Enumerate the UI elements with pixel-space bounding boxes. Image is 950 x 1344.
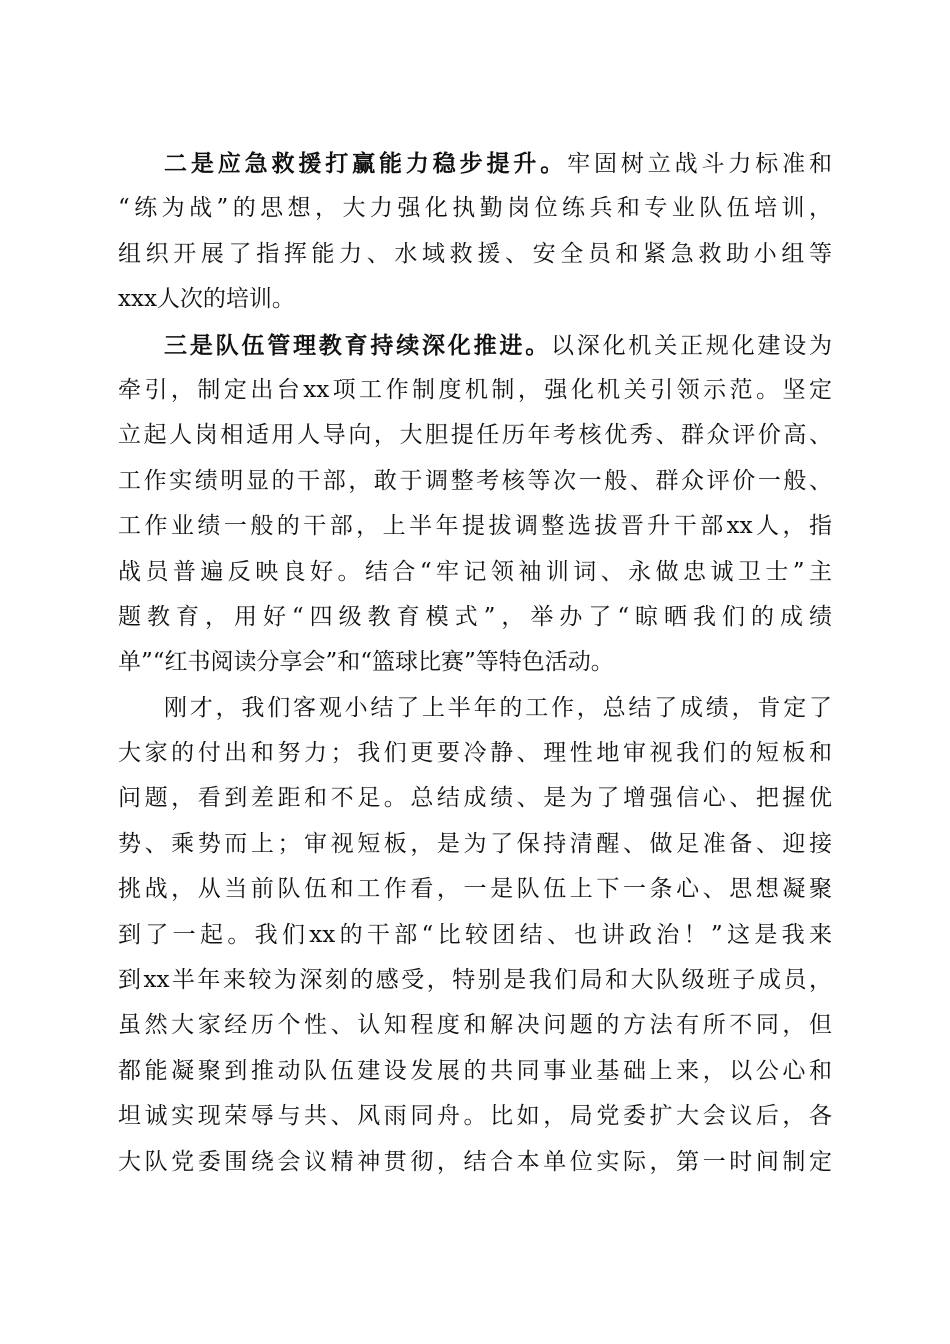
paragraph-2-line-5: 工作业绩一般的干部，上半年提拔调整选拔晋升干部xx人，指 (118, 513, 832, 540)
paragraph-3-line-2: 大家的付出和努力；我们更要冷静、理性地审视我们的短板和 (118, 740, 832, 767)
paragraph-3-line-8: 虽然大家经历个性、认知程度和解决问题的方法有所不同，但 (118, 1012, 832, 1039)
paragraph-3-line-6: 到了一起。我们xx的干部“比较团结、也讲政治！”这是我来 (118, 921, 832, 948)
paragraph-3-line-5: 挑战，从当前队伍和工作看，一是队伍上下一条心、思想凝聚 (118, 876, 832, 903)
paragraph-2-line-7: 题教育，用好“四级教育模式”，举办了“晾晒我们的成绩 (118, 603, 832, 630)
paragraph-1-line-4: xxx人次的培训。 (118, 286, 295, 313)
paragraph-3-line-9: 都能凝聚到推动队伍建设发展的共同事业基础上来，以公心和 (118, 1057, 832, 1084)
paragraph-1-line-2: “练为战”的思想，大力强化执勤岗位练兵和专业队伍培训， (118, 195, 832, 222)
paragraph-3-line-1: 刚才，我们客观小结了上半年的工作，总结了成绩，肯定了 (164, 694, 832, 721)
paragraph-2-lead: 三是队伍管理教育持续深化推进。 (164, 331, 551, 359)
paragraph-2-line-1 (118, 323, 832, 368)
paragraph-3-line-3: 问题，看到差距和不足。总结成绩、是为了增强信心、把握优 (118, 785, 832, 812)
paragraph-2-line-2: 牵引，制定出台xx项工作制度机制，强化机关引领示范。坚定 (118, 376, 832, 403)
paragraph-2-line-6: 战员普遍反映良好。结合“牢记领袖训词、永做忠诚卫士”主 (118, 558, 832, 585)
paragraph-1-line-3: 组织开展了指挥能力、水域救援、安全员和紧急救助小组等 (118, 240, 832, 267)
paragraph-1-line-1 (118, 141, 832, 186)
paragraph-2-line-8: 单”“红书阅读分享会”和“篮球比赛”等特色活动。 (118, 649, 614, 676)
paragraph-2-line-4: 工作实绩明显的干部，敢于调整考核等次一般、群众评价一般、 (118, 467, 832, 494)
paragraph-1-lead: 二是应急救援打赢能力稳步提升。 (164, 150, 568, 177)
document-body (118, 141, 832, 1185)
paragraph-3-line-4: 势、乘势而上；审视短板，是为了保持清醒、做足准备、迎接 (118, 830, 832, 857)
paragraph-1-text: 牢固树立战斗力标准和 (567, 151, 832, 177)
paragraph-3-line-7: 到xx半年来较为深刻的感受，特别是我们局和大队级班子成员， (118, 967, 832, 994)
paragraph-3-line-11: 大队党委围绕会议精神贯彻，结合本单位实际，第一时间制定 (118, 1148, 832, 1175)
paragraph-2-text: 以深化机关正规化建设为 (551, 332, 833, 359)
paragraph-3-line-10: 坦诚实现荣辱与共、风雨同舟。比如，局党委扩大会议后，各 (118, 1103, 832, 1130)
paragraph-2-line-3: 立起人岗相适用人导向，大胆提任历年考核优秀、群众评价高、 (118, 422, 832, 449)
